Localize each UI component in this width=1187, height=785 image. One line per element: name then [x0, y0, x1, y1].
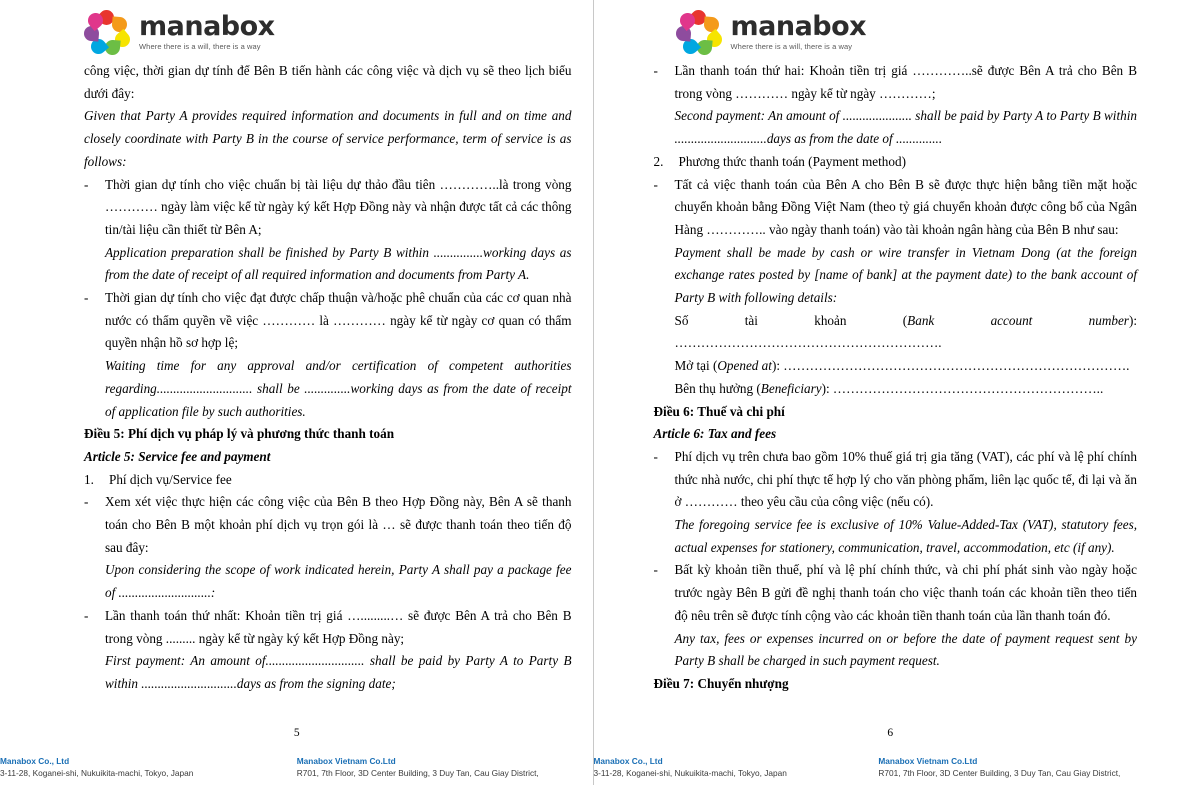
- dash-bullet-icon: -: [653, 176, 658, 192]
- footer-company-japan: [0, 755, 193, 779]
- list-item: [654, 60, 1138, 105]
- list-item-text: Lần thanh toán thứ hai: Khoản tiền trị giá …………..sẽ được Bên A trả cho Bên B trong vòng ………… ngày kể từ ngày …………;: [674, 63, 1137, 101]
- dash-bullet-icon: -: [653, 448, 658, 464]
- page-left-body: [84, 60, 572, 696]
- section-heading-en: Article 6: Tax and fees: [653, 426, 777, 442]
- list-item: [654, 559, 1138, 627]
- list-item-text-en: Second payment: An amount of ..................... shall be paid by Party A to Party B within ............................days as from the date of ..............: [674, 108, 1137, 147]
- list-item-text: Phí dịch vụ trên chưa bao gồm 10% thuế giá trị gia tăng (VAT), các phí và lệ phí chính thức nhà nước, chi phí thực tế hợp lý cho văn phòng phẩm, liên lạc quốc tế, đi lại và ăn ở ………… theo yêu cầu của công việc (nếu có).: [674, 448, 1137, 510]
- list-item: [84, 174, 572, 242]
- page-number: 5: [293, 727, 300, 739]
- bank-account-value: ): …………………………………………………….: [674, 312, 1137, 351]
- footer-company-address: 3-11-28, Koganei-shi, Nukuikita-machi, Tokyo, Japan: [593, 767, 787, 778]
- dash-bullet-icon: -: [84, 494, 89, 510]
- bank-account-line: [654, 310, 1138, 355]
- section-heading-en: Article 5: Service fee and payment: [84, 448, 271, 464]
- logo-tagline: Where there is a will, there is a way: [730, 42, 853, 52]
- bank-account-label-vn: Số tài khoản (: [674, 312, 908, 328]
- section-heading-vn: Điều 6: Thuế và chi phí: [653, 403, 785, 419]
- list-item-text-en: Application preparation shall be finished by Party B within ...............working days as from the date of receipt of all required information and documents from Party A.: [105, 244, 572, 283]
- dash-bullet-icon: -: [84, 290, 89, 306]
- page-right-footer: [593, 727, 1187, 781]
- list-item-text: Bất kỳ khoản tiền thuế, phí và lệ phí chính thức, và chi phí phát sinh vào ngày hoặc trước ngày Bên B gửi đề nghị thanh toán cho việc thanh toán các khoản tiền theo tiến độ nêu trên sẽ được tính cộng vào các khoản tiền thanh toán của lần thanh toán đó.: [674, 562, 1137, 623]
- list-item: [84, 287, 572, 355]
- manabox-flower-icon: [84, 10, 130, 54]
- list-number: 1.: [84, 471, 94, 487]
- numbered-item-text: Phương thức thanh toán (Payment method): [678, 153, 906, 169]
- list-item-text-en: Waiting time for any approval and/or certification of competent authorities regarding............................. shall be ..............working days as from the date of receipt of application file by such authorities.: [105, 358, 572, 419]
- dash-bullet-icon: -: [653, 63, 658, 78]
- logo-wordmark: manabox: [730, 11, 867, 43]
- opened-at-label-vn: Mở tại (: [674, 358, 718, 374]
- section-heading-vn: Điều 5: Phí dịch vụ pháp lý và phương thức thanh toán: [84, 426, 395, 442]
- manabox-logo: [84, 10, 572, 54]
- page-right: [594, 0, 1187, 785]
- numbered-item: [84, 469, 572, 492]
- list-item-text-en: Any tax, fees or expenses incurred on or before the date of payment request sent by Party B shall be charged in such payment request.: [674, 630, 1137, 669]
- dash-bullet-icon: -: [653, 562, 658, 578]
- list-item-text: Thời gian dự tính cho việc chuẩn bị tài liệu dự thảo đầu tiên …………..là trong vòng ………… ngày làm việc kể từ ngày ký kết Hợp Đồng này và nhận được tất cả các thông tin/tài liệu cần thiết từ Bên A;: [105, 176, 572, 237]
- dash-bullet-icon: -: [84, 607, 89, 623]
- logo-wordmark: manabox: [139, 11, 275, 43]
- footer-company-japan: [594, 755, 787, 779]
- footer-company-vietnam: [878, 755, 1120, 779]
- footer-company-name: Manabox Vietnam Co.Ltd: [878, 755, 978, 766]
- manabox-logo: [676, 10, 1138, 54]
- logo-tagline: Where there is a will, there is a way: [139, 42, 261, 52]
- opened-at-line: [654, 355, 1138, 378]
- numbered-item-text: Phí dịch vụ/Service fee: [109, 471, 232, 487]
- list-item: [654, 446, 1138, 514]
- footer-company-address: R701, 7th Floor, 3D Center Building, 3 Duy Tan, Cau Giay District,: [296, 767, 539, 778]
- list-item-text: Tất cả việc thanh toán của Bên A cho Bên B sẽ được thực hiện bằng tiền mặt hoặc chuyển khoản bằng Đồng Việt Nam (theo tỷ giá chuyển khoản được công bố của Ngân Hàng ………….. vào ngày thanh toán) vào tài khoản ngân hàng của Bên B như sau:: [674, 176, 1137, 237]
- footer-company-name: Manabox Vietnam Co.Ltd: [296, 755, 396, 766]
- footer-company-name: Manabox Co., Ltd: [593, 755, 663, 766]
- beneficiary-label-vn: Bên thụ hưởng (: [674, 380, 761, 396]
- beneficiary-label-en: Beneficiary: [760, 380, 822, 396]
- list-item-text: Xem xét việc thực hiện các công việc của Bên B theo Hợp Đồng này, Bên A sẽ thanh toán cho Bên B một khoản phí dịch vụ trọn gói là … sẽ được thanh toán theo tiến độ sau đây:: [105, 494, 572, 555]
- dash-bullet-icon: -: [84, 176, 89, 192]
- footer-company-address: 3-11-28, Koganei-shi, Nukuikita-machi, Tokyo, Japan: [0, 767, 194, 778]
- paragraph-en: Given that Party A provides required information and documents in full and on time and closely coordinate with Party B in the course of service performance, term of service is as follows:: [84, 108, 572, 169]
- beneficiary-line: [654, 378, 1138, 401]
- list-number: 2.: [653, 153, 664, 169]
- beneficiary-value: ): ……………………………………………………..: [821, 380, 1104, 396]
- page-right-body: [654, 60, 1138, 696]
- numbered-item: [654, 151, 1138, 174]
- section-heading-vn: Điều 7: Chuyển nhượng: [653, 675, 789, 691]
- footer-company-address: R701, 7th Floor, 3D Center Building, 3 Duy Tan, Cau Giay District,: [878, 767, 1121, 778]
- page-left-footer: [0, 727, 594, 781]
- list-item-text-en: First payment: An amount of.............................. shall be paid by Party A to Party B within .............................days as from the signing date;: [105, 653, 572, 691]
- list-item-text: Lần thanh toán thứ nhất: Khoản tiền trị giá ….........… sẽ được Bên A trả cho Bên B trong vòng ......... ngày kể từ ngày ký kết Hợp Đồng này;: [105, 607, 572, 646]
- bank-account-label-en: Bank account number: [907, 312, 1129, 328]
- opened-at-label-en: Opened at: [717, 358, 772, 374]
- footer-company-vietnam: [297, 755, 539, 779]
- manabox-flower-icon: [676, 10, 722, 54]
- footer-company-name: Manabox Co., Ltd: [0, 755, 70, 766]
- list-item: [84, 491, 572, 559]
- list-item-text-en: The foregoing service fee is exclusive of 10% Value-Added-Tax (VAT), statutory fees, actual expenses for stationery, communication, travel, accommodation, etc (if any).: [674, 517, 1137, 555]
- list-item-text-en: Upon considering the scope of work indicated herein, Party A shall pay a package fee of ............................:: [105, 562, 572, 601]
- list-item: [84, 605, 572, 650]
- list-item-text-en: Payment shall be made by cash or wire transfer in Vietnam Dong (at the foreign exchange rates posted by [name of bank] at the payment date) to the bank account of Party B with following details:: [674, 244, 1137, 306]
- list-item-text: Thời gian dự tính cho việc đạt được chấp thuận và/hoặc phê chuẩn của các cơ quan nhà nước có thẩm quyền về việc ………… là ………… ngày kể từ ngày cơ quan có thẩm quyền nhận hồ sơ hợp lệ;: [105, 290, 572, 351]
- paragraph: công việc, thời gian dự tính để Bên B tiến hành các công việc và dịch vụ sẽ theo lịch biểu dưới đây:: [84, 63, 572, 101]
- list-item: [654, 174, 1138, 242]
- page-number: 6: [887, 727, 894, 739]
- opened-at-value: ): …………………………………………………………………….: [771, 358, 1130, 374]
